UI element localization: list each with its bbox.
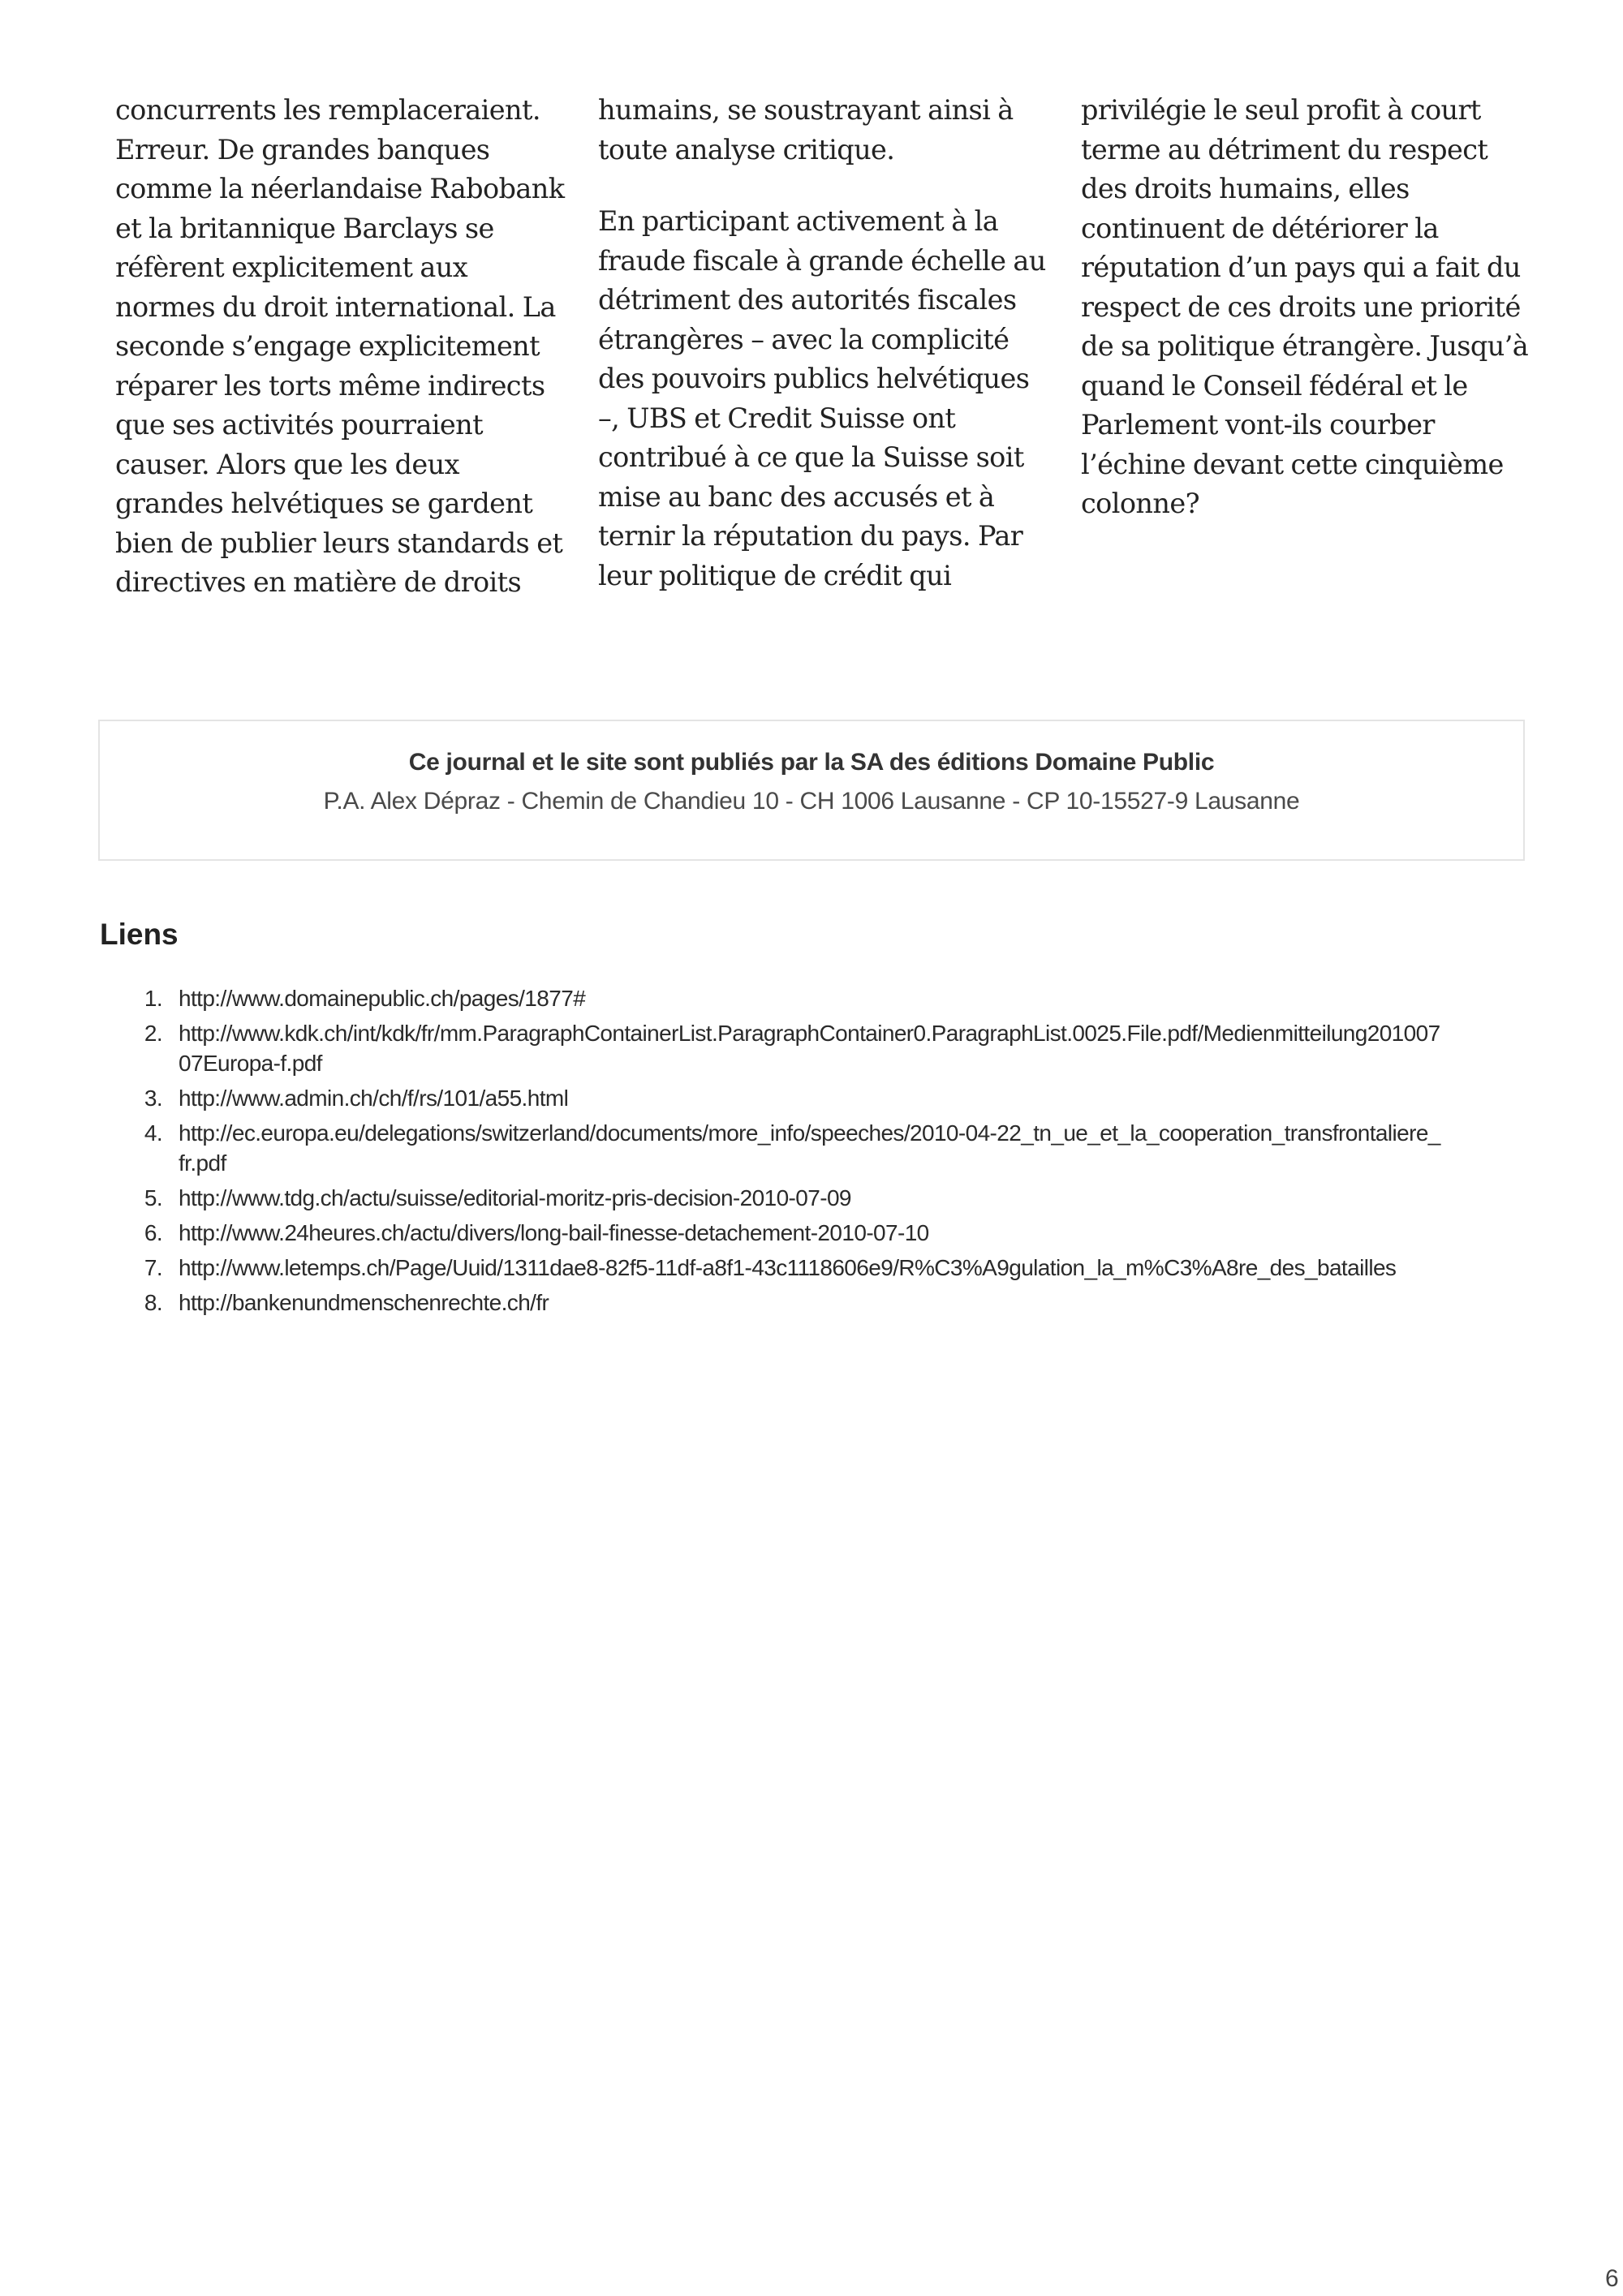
publisher-address: P.A. Alex Dépraz - Chemin de Chandieu 10 - CH 1006 Lausanne - CP 10-15527-9 Lausanne xyxy=(323,788,1300,815)
page-number: 6 xyxy=(1605,2265,1619,2292)
article-column-3 xyxy=(1081,91,1535,603)
links-list xyxy=(97,983,1444,1322)
article-paragraph: concurrents les remplaceraient. Erreur. De grandes banques comme la néerlandaise Rabobank et la britannique Barclays se réfèrent explicitement aux normes du droit international. La seconde s’engage explicitement réparer les torts même indirects que ses activités pourraient causer. Alors que les deux grandes helvétiques se gardent bien de publier leurs standards et directives en matière de droits xyxy=(115,94,565,598)
link-number: 3. xyxy=(144,1086,162,1111)
article-paragraph: En participant activement à la fraude fiscale à grande échelle au détriment des autorités fiscales étrangères – avec la complicité des pouvoirs publics helvétiques –, UBS et Credit Suisse ont contribué à ce que la Suisse soit mise au banc des accusés et à ternir la réputation du pays. Par leur politique de crédit qui xyxy=(598,205,1046,591)
link-url[interactable]: http://www.tdg.ch/actu/suisse/editorial-moritz-pris-decision-2010-07-09 xyxy=(179,1185,851,1210)
list-item xyxy=(97,1253,1444,1283)
list-item xyxy=(97,1288,1444,1318)
link-url[interactable]: http://www.24heures.ch/actu/divers/long-bail-finesse-detachement-2010-07-10 xyxy=(179,1220,929,1245)
list-item xyxy=(97,1118,1444,1178)
list-item xyxy=(97,1183,1444,1213)
list-item xyxy=(97,1083,1444,1113)
article-column-2 xyxy=(598,91,1053,603)
links-heading: Liens xyxy=(100,918,179,951)
list-item xyxy=(97,1018,1444,1078)
link-url[interactable]: http://www.admin.ch/ch/f/rs/101/a55.html xyxy=(179,1086,569,1111)
link-url[interactable]: http://www.kdk.ch/int/kdk/fr/mm.ParagraphContainerList.ParagraphContainer0.ParagraphList.0025.File.pdf/Medienmitteilung20100707Europa-f.pdf xyxy=(179,1021,1440,1076)
link-number: 2. xyxy=(144,1021,162,1046)
link-number: 8. xyxy=(144,1290,162,1315)
article-paragraph: privilégie le seul profit à court terme au détriment du respect des droits humains, elles continuent de détériorer la réputation d’un pays qui a fait du respect de ces droits une priorité de sa politique étrangère. Jusqu’à quand le Conseil fédéral et le Parlement vont-ils courber l’échine devant cette cinquième colonne? xyxy=(1081,94,1529,519)
link-number: 5. xyxy=(144,1185,162,1210)
link-url[interactable]: http://ec.europa.eu/delegations/switzerland/documents/more_info/speeches/2010-04-22_tn_ue_et_la_cooperation_transfrontaliere_fr.pdf xyxy=(179,1120,1440,1176)
link-number: 7. xyxy=(144,1255,162,1280)
article-columns xyxy=(115,91,1535,603)
link-url[interactable]: http://www.letemps.ch/Page/Uuid/1311dae8-82f5-11df-a8f1-43c1118606e9/R%C3%A9gulation_la_m%C3%A8re_des_batailles xyxy=(179,1255,1397,1280)
list-item xyxy=(97,983,1444,1013)
link-number: 6. xyxy=(144,1220,162,1245)
publisher-title: Ce journal et le site sont publiés par la SA des éditions Domaine Public xyxy=(408,749,1215,776)
publisher-box xyxy=(98,720,1525,861)
link-url[interactable]: http://bankenundmenschenrechte.ch/fr xyxy=(179,1290,549,1315)
list-item xyxy=(97,1218,1444,1248)
link-url[interactable]: http://www.domainepublic.ch/pages/1877# xyxy=(179,986,586,1011)
article-paragraph: humains, se soustrayant ainsi à toute analyse critique. xyxy=(598,94,1014,166)
link-number: 1. xyxy=(144,986,162,1011)
link-number: 4. xyxy=(144,1120,162,1146)
article-column-1 xyxy=(115,91,570,603)
